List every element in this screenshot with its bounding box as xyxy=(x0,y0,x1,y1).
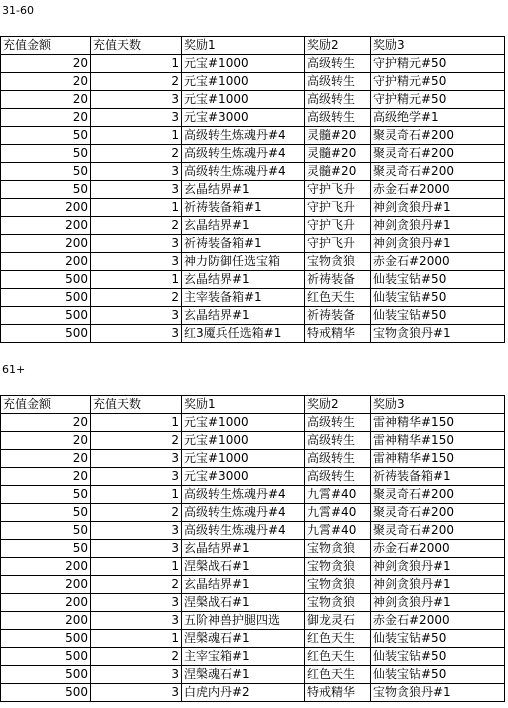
table-cell: 赤金石#2000 xyxy=(371,181,505,199)
table-cell: 3 xyxy=(91,253,182,271)
table-cell: 50 xyxy=(1,504,91,522)
table-cell: 涅槃魂石#1 xyxy=(182,666,305,684)
table-cell: 3 xyxy=(91,450,182,468)
table-cell: 宝物贪狼 xyxy=(305,576,371,594)
table-cell: 聚灵奇石#200 xyxy=(371,522,505,540)
table-cell: 守护飞升 xyxy=(305,217,371,235)
table-cell: 1 xyxy=(91,127,182,145)
table-cell: 聚灵奇石#200 xyxy=(371,145,505,163)
table-cell: 200 xyxy=(1,235,91,253)
table-row xyxy=(1,558,505,576)
table-cell: 200 xyxy=(1,576,91,594)
table-cell: 1 xyxy=(91,55,182,73)
table-cell: 红色天生 xyxy=(305,666,371,684)
table-cell: 白虎内丹#2 xyxy=(182,684,305,702)
table-row xyxy=(1,91,505,109)
table-row xyxy=(1,486,505,504)
table-cell: 200 xyxy=(1,253,91,271)
table-cell: 元宝#1000 xyxy=(182,432,305,450)
table-cell: 3 xyxy=(91,594,182,612)
reward-table-61-plus xyxy=(0,395,505,702)
table-cell: 元宝#1000 xyxy=(182,55,305,73)
table-cell: 守护精元#50 xyxy=(371,91,505,109)
table-row xyxy=(1,504,505,522)
table-cell: 50 xyxy=(1,163,91,181)
table-cell: 守护精元#50 xyxy=(371,55,505,73)
table-cell: 元宝#1000 xyxy=(182,414,305,432)
table-cell: 3 xyxy=(91,109,182,127)
table-row xyxy=(1,163,505,181)
table-cell: 守护飞升 xyxy=(305,235,371,253)
table-cell: 御龙灵石 xyxy=(305,612,371,630)
table-cell: 神剑贪狼丹#1 xyxy=(371,235,505,253)
table-cell: 3 xyxy=(91,684,182,702)
table-cell: 元宝#1000 xyxy=(182,450,305,468)
column-header: 奖励1 xyxy=(182,396,305,414)
table-cell: 灵髓#20 xyxy=(305,127,371,145)
table-cell: 九霄#40 xyxy=(305,486,371,504)
table-cell: 高级转生 xyxy=(305,109,371,127)
table-cell: 500 xyxy=(1,648,91,666)
table-cell: 高级转生炼魂丹#4 xyxy=(182,145,305,163)
table-cell: 涅槃魂石#1 xyxy=(182,630,305,648)
table-cell: 祈祷装备 xyxy=(305,271,371,289)
table-cell: 高级转生 xyxy=(305,91,371,109)
table-cell: 3 xyxy=(91,612,182,630)
table-cell: 主宰宝箱#1 xyxy=(182,648,305,666)
table-cell: 灵髓#20 xyxy=(305,163,371,181)
table-cell: 1 xyxy=(91,199,182,217)
table-row xyxy=(1,576,505,594)
table-cell: 神剑贪狼丹#1 xyxy=(371,217,505,235)
table-cell: 仙装宝钻#50 xyxy=(371,289,505,307)
table-cell: 雷神精华#150 xyxy=(371,432,505,450)
column-header: 充值天数 xyxy=(91,37,182,55)
table-cell: 玄晶结界#1 xyxy=(182,271,305,289)
table-cell: 50 xyxy=(1,145,91,163)
table-cell: 2 xyxy=(91,217,182,235)
table-cell: 仙装宝钻#50 xyxy=(371,666,505,684)
table-cell: 神剑贪狼丹#1 xyxy=(371,558,505,576)
table-row xyxy=(1,432,505,450)
table-cell: 高级转生 xyxy=(305,55,371,73)
reward-table-31-60 xyxy=(0,36,505,343)
table-cell: 雷神精华#150 xyxy=(371,414,505,432)
table-cell: 高级转生炼魂丹#4 xyxy=(182,522,305,540)
table-cell: 灵髓#20 xyxy=(305,145,371,163)
table-cell: 2 xyxy=(91,289,182,307)
table-cell: 九霄#40 xyxy=(305,504,371,522)
table-cell: 1 xyxy=(91,558,182,576)
table-cell: 3 xyxy=(91,540,182,558)
column-header: 充值金额 xyxy=(1,37,91,55)
table-cell: 3 xyxy=(91,163,182,181)
table-row xyxy=(1,450,505,468)
table-cell: 50 xyxy=(1,181,91,199)
table-cell: 高级转生 xyxy=(305,414,371,432)
table-cell: 玄晶结界#1 xyxy=(182,307,305,325)
table-cell: 200 xyxy=(1,594,91,612)
table-row xyxy=(1,235,505,253)
table-cell: 红色天生 xyxy=(305,289,371,307)
table-row xyxy=(1,217,505,235)
table-cell: 500 xyxy=(1,684,91,702)
table-cell: 2 xyxy=(91,576,182,594)
table-cell: 500 xyxy=(1,289,91,307)
table-cell: 玄晶结界#1 xyxy=(182,217,305,235)
table-cell: 宝物贪狼丹#1 xyxy=(371,684,505,702)
table-cell: 高级转生炼魂丹#4 xyxy=(182,127,305,145)
table-cell: 特戒精华 xyxy=(305,684,371,702)
header-row xyxy=(1,396,505,414)
table-cell: 祈祷装备 xyxy=(305,307,371,325)
table-row xyxy=(1,648,505,666)
table-row xyxy=(1,468,505,486)
table-cell: 20 xyxy=(1,73,91,91)
column-header: 奖励2 xyxy=(305,37,371,55)
table-cell: 赤金石#2000 xyxy=(371,612,505,630)
table-cell: 20 xyxy=(1,91,91,109)
table-cell: 高级转生 xyxy=(305,450,371,468)
table-cell: 元宝#1000 xyxy=(182,73,305,91)
table-cell: 玄晶结界#1 xyxy=(182,540,305,558)
table-row xyxy=(1,109,505,127)
table-row xyxy=(1,540,505,558)
table-cell: 聚灵奇石#200 xyxy=(371,504,505,522)
table-cell: 宝物贪狼 xyxy=(305,594,371,612)
table-cell: 神剑贪狼丹#1 xyxy=(371,594,505,612)
table-cell: 3 xyxy=(91,91,182,109)
table-cell: 20 xyxy=(1,432,91,450)
table-cell: 3 xyxy=(91,307,182,325)
table-cell: 神力防御任选宝箱 xyxy=(182,253,305,271)
table-cell: 守护精元#50 xyxy=(371,73,505,91)
table-cell: 聚灵奇石#200 xyxy=(371,486,505,504)
table-row xyxy=(1,127,505,145)
section-label-31-60: 31-60 xyxy=(2,4,34,17)
table-row xyxy=(1,684,505,702)
table-cell: 3 xyxy=(91,325,182,343)
table-cell: 2 xyxy=(91,504,182,522)
table-cell: 2 xyxy=(91,145,182,163)
table-cell: 3 xyxy=(91,666,182,684)
table-row xyxy=(1,289,505,307)
table-cell: 2 xyxy=(91,73,182,91)
table-cell: 500 xyxy=(1,325,91,343)
table-row xyxy=(1,612,505,630)
table-row xyxy=(1,307,505,325)
table-row xyxy=(1,181,505,199)
table-cell: 特戒精华 xyxy=(305,325,371,343)
table-cell: 聚灵奇石#200 xyxy=(371,163,505,181)
table-cell: 500 xyxy=(1,271,91,289)
table-cell: 神剑贪狼丹#1 xyxy=(371,576,505,594)
column-header: 奖励1 xyxy=(182,37,305,55)
table-cell: 200 xyxy=(1,217,91,235)
table-cell: 2 xyxy=(91,432,182,450)
table-cell: 20 xyxy=(1,414,91,432)
table-cell: 50 xyxy=(1,127,91,145)
table-cell: 20 xyxy=(1,55,91,73)
table-row xyxy=(1,271,505,289)
table-cell: 500 xyxy=(1,630,91,648)
table-cell: 1 xyxy=(91,414,182,432)
table-cell: 高级转生炼魂丹#4 xyxy=(182,163,305,181)
table-row xyxy=(1,199,505,217)
table-cell: 红色天生 xyxy=(305,630,371,648)
section-label-61-plus: 61+ xyxy=(2,363,26,376)
table-cell: 聚灵奇石#200 xyxy=(371,127,505,145)
table-cell: 仙装宝钻#50 xyxy=(371,648,505,666)
table-cell: 50 xyxy=(1,540,91,558)
table-cell: 3 xyxy=(91,235,182,253)
table-cell: 高级转生 xyxy=(305,432,371,450)
table-cell: 1 xyxy=(91,271,182,289)
table-row xyxy=(1,253,505,271)
table-cell: 宝物贪狼 xyxy=(305,253,371,271)
table-row xyxy=(1,414,505,432)
table-row xyxy=(1,630,505,648)
table-cell: 玄晶结界#1 xyxy=(182,576,305,594)
table-row xyxy=(1,522,505,540)
table-cell: 高级转生炼魂丹#4 xyxy=(182,504,305,522)
table-cell: 200 xyxy=(1,558,91,576)
table-cell: 50 xyxy=(1,522,91,540)
table-cell: 高级转生炼魂丹#4 xyxy=(182,486,305,504)
table-cell: 3 xyxy=(91,522,182,540)
table-cell: 宝物贪狼 xyxy=(305,558,371,576)
table-cell: 祈祷装备箱#1 xyxy=(371,468,505,486)
table-row xyxy=(1,55,505,73)
table-cell: 守护飞升 xyxy=(305,181,371,199)
table-cell: 红3魇兵任选箱#1 xyxy=(182,325,305,343)
table-cell: 500 xyxy=(1,666,91,684)
table-cell: 赤金石#2000 xyxy=(371,540,505,558)
table-cell: 祈祷装备箱#1 xyxy=(182,235,305,253)
table-cell: 赤金石#2000 xyxy=(371,253,505,271)
column-header: 奖励3 xyxy=(371,396,505,414)
table-cell: 高级绝学#1 xyxy=(371,109,505,127)
table-cell: 元宝#3000 xyxy=(182,109,305,127)
table-row xyxy=(1,145,505,163)
column-header: 奖励2 xyxy=(305,396,371,414)
table-cell: 元宝#1000 xyxy=(182,91,305,109)
table-cell: 雷神精华#150 xyxy=(371,450,505,468)
table-cell: 20 xyxy=(1,109,91,127)
table-cell: 九霄#40 xyxy=(305,522,371,540)
table-cell: 20 xyxy=(1,468,91,486)
table-row xyxy=(1,594,505,612)
table-row xyxy=(1,325,505,343)
column-header: 奖励3 xyxy=(371,37,505,55)
table-cell: 宝物贪狼丹#1 xyxy=(371,325,505,343)
header-row xyxy=(1,37,505,55)
table-cell: 宝物贪狼 xyxy=(305,540,371,558)
table-cell: 2 xyxy=(91,648,182,666)
table-cell: 高级转生 xyxy=(305,73,371,91)
table-cell: 仙装宝钻#50 xyxy=(371,271,505,289)
table-cell: 3 xyxy=(91,468,182,486)
table-cell: 五阶神兽护腿四选 xyxy=(182,612,305,630)
table-cell: 200 xyxy=(1,612,91,630)
table-cell: 涅槃战石#1 xyxy=(182,558,305,576)
table-cell: 仙装宝钻#50 xyxy=(371,630,505,648)
table-row xyxy=(1,73,505,91)
table-cell: 50 xyxy=(1,486,91,504)
table-cell: 玄晶结界#1 xyxy=(182,181,305,199)
table-cell: 涅槃战石#1 xyxy=(182,594,305,612)
table-cell: 500 xyxy=(1,307,91,325)
table-cell: 3 xyxy=(91,181,182,199)
table-cell: 200 xyxy=(1,199,91,217)
table-cell: 1 xyxy=(91,486,182,504)
table-cell: 主宰装备箱#1 xyxy=(182,289,305,307)
table-cell: 1 xyxy=(91,630,182,648)
table-cell: 元宝#3000 xyxy=(182,468,305,486)
table-cell: 神剑贪狼丹#1 xyxy=(371,199,505,217)
table-cell: 祈祷装备箱#1 xyxy=(182,199,305,217)
column-header: 充值天数 xyxy=(91,396,182,414)
table-row xyxy=(1,666,505,684)
table-cell: 守护飞升 xyxy=(305,199,371,217)
column-header: 充值金额 xyxy=(1,396,91,414)
table-cell: 仙装宝钻#50 xyxy=(371,307,505,325)
table-cell: 20 xyxy=(1,450,91,468)
table-cell: 红色天生 xyxy=(305,648,371,666)
table-cell: 高级转生 xyxy=(305,468,371,486)
